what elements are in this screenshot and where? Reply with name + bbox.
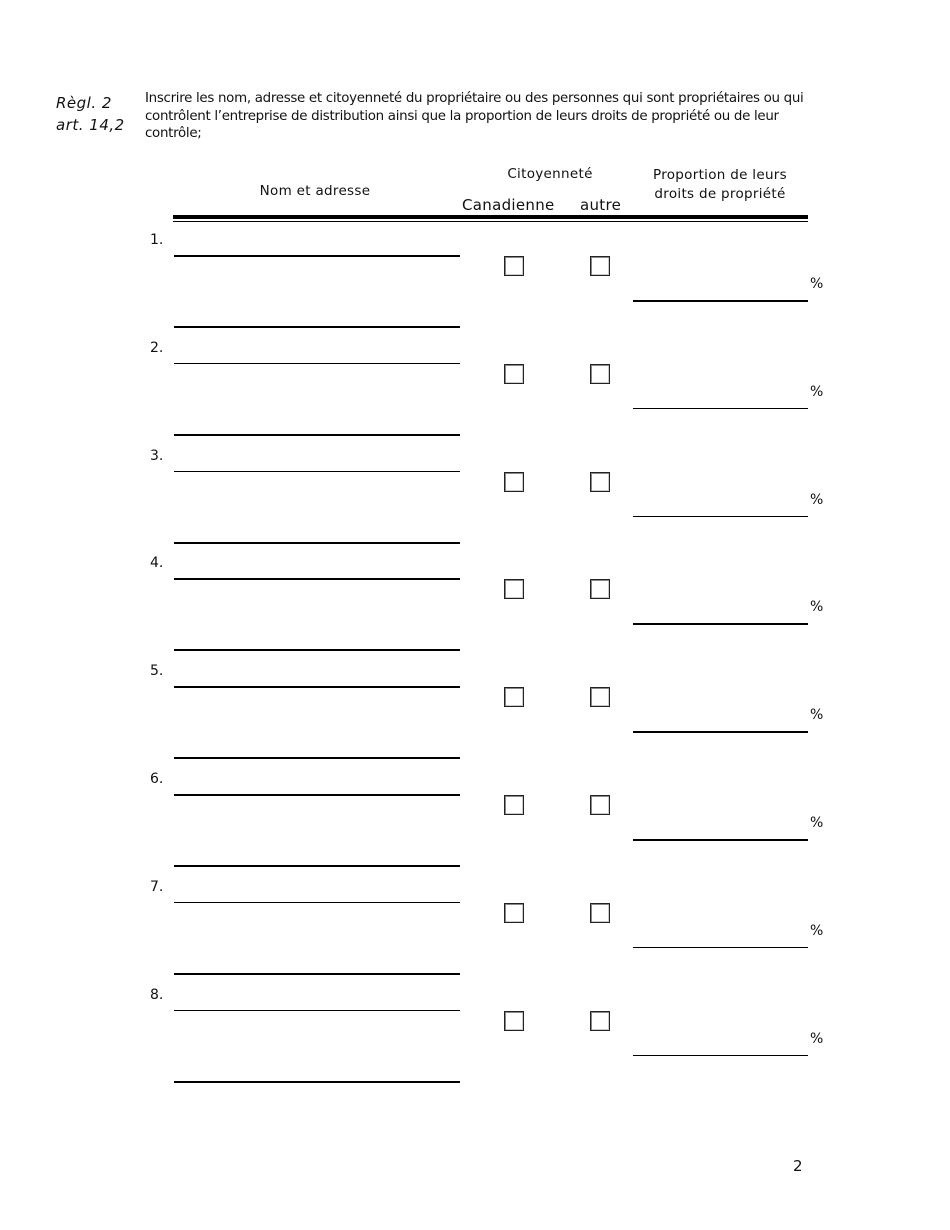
name-line[interactable] (174, 794, 460, 796)
name-line[interactable] (174, 578, 460, 580)
address-line[interactable] (174, 757, 460, 759)
name-line[interactable] (174, 471, 460, 473)
row-number: 8. (150, 986, 164, 1003)
header-name-address: Nom et adresse (259, 183, 371, 199)
name-line[interactable] (174, 255, 460, 257)
other-checkbox[interactable] (590, 903, 610, 923)
article-line: art. 14,2 (56, 116, 125, 134)
row-number: 4. (150, 555, 164, 572)
address-line[interactable] (174, 542, 460, 544)
header-divider-thick (173, 215, 808, 219)
canadian-checkbox[interactable] (504, 687, 524, 707)
proportion-line[interactable] (633, 300, 808, 302)
proportion-line[interactable] (633, 839, 808, 841)
percent-sign: % (810, 383, 824, 400)
page-number: 2 (793, 1157, 803, 1175)
header-proportion-line1: Proportion de leurs (652, 167, 787, 183)
canadian-checkbox[interactable] (504, 1011, 524, 1031)
row-number: 6. (150, 771, 164, 787)
canadian-checkbox[interactable] (504, 903, 524, 923)
address-line[interactable] (174, 326, 460, 328)
row-number: 5. (150, 663, 164, 680)
header-divider-thin (173, 221, 808, 222)
regulation-reference (56, 92, 125, 136)
proportion-line[interactable] (633, 623, 808, 625)
other-checkbox[interactable] (590, 256, 610, 276)
proportion-line[interactable] (633, 516, 808, 518)
other-checkbox[interactable] (590, 579, 610, 599)
canadian-checkbox[interactable] (504, 364, 524, 384)
instructions-text: Inscrire les nom, adresse et citoyenneté du propriétaire ou des personnes qui sont propriétaires ou qui contrôlent l’entreprise de distribution ainsi que la proportion de leurs droits de propriété ou de leur contrôle; (145, 91, 804, 141)
canadian-checkbox[interactable] (504, 472, 524, 492)
header-proportion (630, 166, 810, 204)
percent-sign: % (810, 922, 824, 939)
regulation-line: Règl. 2 (56, 94, 112, 112)
address-line[interactable] (174, 865, 460, 867)
row-number: 2. (150, 339, 164, 356)
canadian-checkbox[interactable] (504, 256, 524, 276)
address-line[interactable] (174, 1081, 460, 1083)
header-citizenship: Citoyenneté (507, 166, 593, 182)
row-number: 3. (150, 447, 164, 464)
header-other: autre (580, 196, 622, 214)
header-proportion-line2: droits de propriété (654, 186, 786, 202)
name-line[interactable] (174, 1010, 460, 1012)
percent-sign: % (810, 491, 824, 508)
header-canadian: Canadienne (462, 196, 555, 214)
proportion-line[interactable] (633, 408, 808, 410)
other-checkbox[interactable] (590, 364, 610, 384)
address-line[interactable] (174, 973, 460, 975)
proportion-line[interactable] (633, 1055, 808, 1057)
other-checkbox[interactable] (590, 687, 610, 707)
other-checkbox[interactable] (590, 1011, 610, 1031)
percent-sign: % (810, 707, 824, 724)
name-line[interactable] (174, 686, 460, 688)
proportion-line[interactable] (633, 947, 808, 949)
name-line[interactable] (174, 363, 460, 365)
percent-sign: % (810, 599, 824, 616)
other-checkbox[interactable] (590, 795, 610, 815)
percent-sign: % (810, 815, 824, 831)
proportion-line[interactable] (633, 731, 808, 733)
canadian-checkbox[interactable] (504, 795, 524, 815)
address-line[interactable] (174, 434, 460, 436)
row-number: 1. (150, 232, 164, 248)
row-number: 7. (150, 878, 164, 895)
percent-sign: % (810, 1030, 824, 1047)
percent-sign: % (810, 276, 824, 292)
address-line[interactable] (174, 649, 460, 651)
name-line[interactable] (174, 902, 460, 904)
other-checkbox[interactable] (590, 472, 610, 492)
canadian-checkbox[interactable] (504, 579, 524, 599)
